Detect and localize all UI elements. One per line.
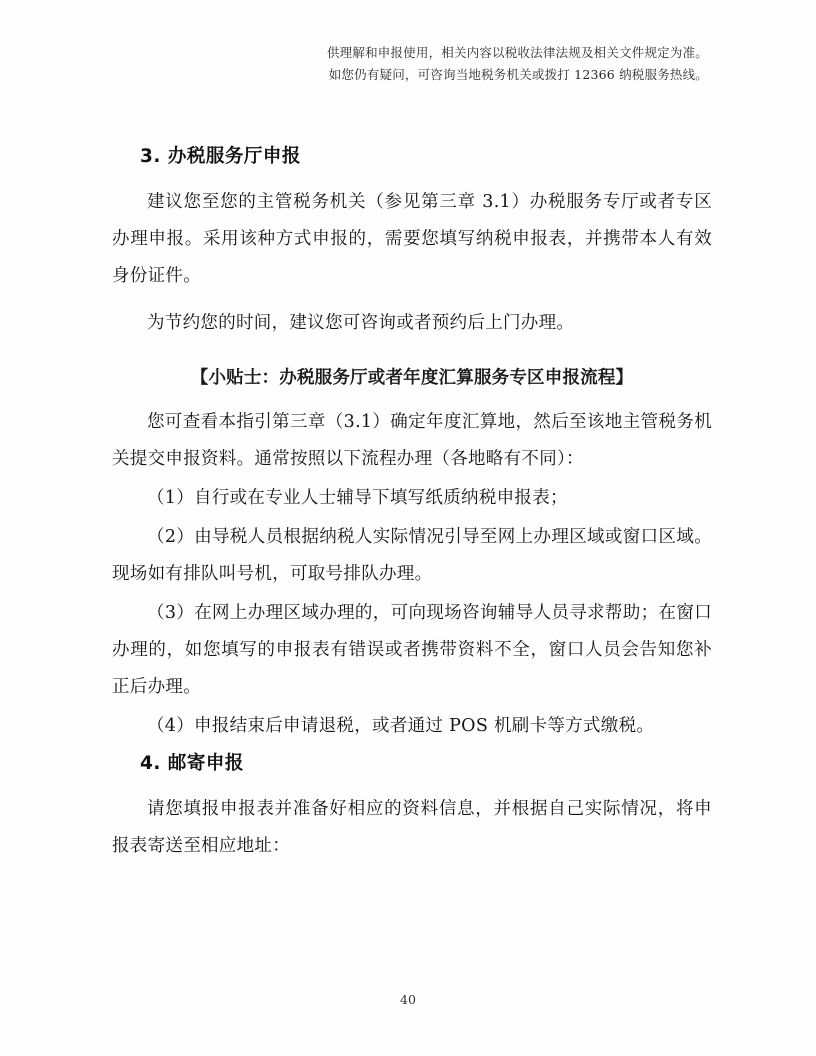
section-4-paragraph-1: 请您填报申报表并准备好相应的资料信息，并根据自己实际情况，将申报表寄送至相应地址： (112, 799, 712, 856)
section-3-paragraph-2: 为节约您的时间，建议您可咨询或者预约后上门办理。 (147, 313, 575, 333)
page-number: 40 (400, 992, 416, 1007)
header-note-line-1: 供理解和申报使用，相关内容以税收法律法规及相关文件规定为准。 (326, 45, 708, 60)
page-header-note (108, 42, 708, 86)
tip-paragraph-2: （1）自行或在专业人士辅导下填写纸质纳税申报表； (147, 488, 568, 508)
section-3-paragraph-1: 建议您至您的主管税务机关（参见第三章 3.1）办税服务专厅或者专区办理申报。采用该种方式申报的，需要您填写纳税申报表，并携带本人有效身份证件。 (112, 192, 712, 286)
tip-paragraph-3: （2）由导税人员根据纳税人实际情况引导至网上办理区域或窗口区域。现场如有排队叫号机，可取号排队办理。 (112, 527, 712, 584)
document-body (112, 140, 712, 867)
tip-box-title: 【小贴士：办税服务厅或者年度汇算服务专区申报流程】 (190, 368, 634, 388)
tip-paragraph-4: （3）在网上办理区域办理的，可向现场咨询辅导人员寻求帮助；在窗口办理的，如您填写的申报表有错误或者携带资料不全，窗口人员会告知您补正后办理。 (112, 603, 712, 697)
header-note-line-2: 如您仍有疑问，可咨询当地税务机关或拨打 12366 纳税服务热线。 (328, 67, 708, 82)
section-heading-4: 4. 邮寄申报 (140, 753, 244, 774)
section-heading-3: 3. 办税服务厅申报 (140, 146, 301, 167)
tip-paragraph-1: 您可查看本指引第三章（3.1）确定年度汇算地，然后至该地主管税务机关提交申报资料。通常按照以下流程办理（各地略有不同）： (112, 412, 712, 469)
tip-paragraph-5: （4）申报结束后申请退税，或者通过 POS 机刷卡等方式缴税。 (147, 716, 655, 736)
